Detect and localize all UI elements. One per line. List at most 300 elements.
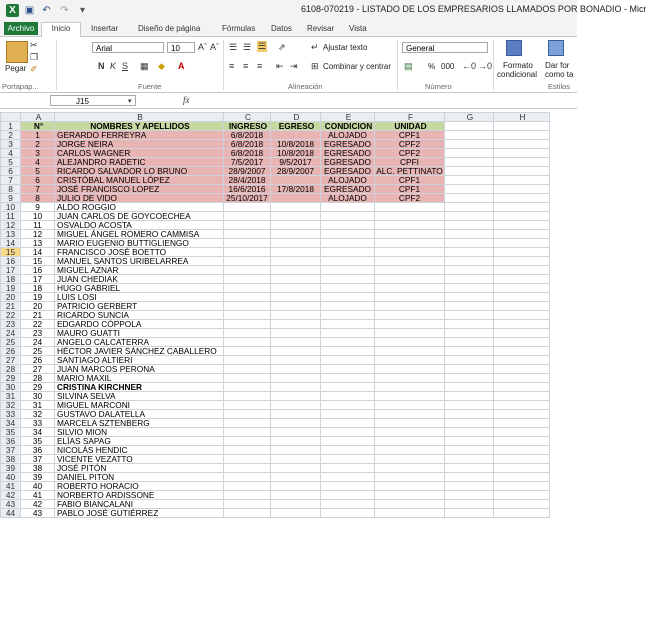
row-header[interactable]: 38: [1, 455, 21, 464]
cell-name[interactable]: SILVIO MION: [55, 428, 224, 437]
cell-condicion[interactable]: [321, 401, 375, 410]
cell-egreso[interactable]: [271, 509, 321, 518]
cell-number[interactable]: 39: [21, 473, 55, 482]
tab-archivo[interactable]: Archivo: [4, 22, 38, 35]
tab-datos[interactable]: Datos: [271, 24, 292, 33]
cell-name[interactable]: JUAN CARLOS DE GOYCOECHEA: [55, 212, 224, 221]
cell-egreso[interactable]: [271, 266, 321, 275]
paste-button[interactable]: Pegar: [5, 64, 27, 73]
row-header[interactable]: 26: [1, 347, 21, 356]
cell[interactable]: [445, 482, 494, 491]
cell-condicion[interactable]: [321, 365, 375, 374]
cell-number[interactable]: 43: [21, 509, 55, 518]
align-bottom-icon[interactable]: ☰: [258, 41, 267, 51]
cell-number[interactable]: 37: [21, 455, 55, 464]
cell-unidad[interactable]: [375, 239, 445, 248]
cell-condicion[interactable]: ALOJADO: [321, 194, 375, 203]
cell-unidad[interactable]: [375, 464, 445, 473]
cell[interactable]: [494, 185, 550, 194]
cell-number[interactable]: 17: [21, 275, 55, 284]
cell-number[interactable]: 20: [21, 302, 55, 311]
cell-number[interactable]: 35: [21, 437, 55, 446]
header-number[interactable]: N°: [21, 122, 55, 131]
cell[interactable]: [494, 446, 550, 455]
cell[interactable]: [445, 284, 494, 293]
row-header[interactable]: 5: [1, 158, 21, 167]
cell-egreso[interactable]: [271, 338, 321, 347]
cell-condicion[interactable]: [321, 257, 375, 266]
cell-number[interactable]: 38: [21, 464, 55, 473]
cell-ingreso[interactable]: [224, 365, 271, 374]
cell-egreso[interactable]: 10/8/2018: [271, 140, 321, 149]
cell[interactable]: [445, 500, 494, 509]
cell-unidad[interactable]: [375, 221, 445, 230]
copy-icon[interactable]: ❐: [30, 52, 39, 62]
row-header[interactable]: 1: [1, 122, 21, 131]
row-header[interactable]: 40: [1, 473, 21, 482]
row-header[interactable]: 4: [1, 149, 21, 158]
cell[interactable]: [445, 185, 494, 194]
cell-egreso[interactable]: 28/9/2007: [271, 167, 321, 176]
cell-number[interactable]: 7: [21, 185, 55, 194]
row-header[interactable]: 31: [1, 392, 21, 401]
cell-ingreso[interactable]: [224, 419, 271, 428]
cell-egreso[interactable]: [271, 365, 321, 374]
cell-condicion[interactable]: [321, 230, 375, 239]
cell-condicion[interactable]: [321, 302, 375, 311]
cell[interactable]: [494, 131, 550, 140]
header-name[interactable]: NOMBRES Y APELLIDOS: [55, 122, 224, 131]
column-header[interactable]: A: [21, 113, 55, 122]
cell-name[interactable]: DANIEL PITON: [55, 473, 224, 482]
cell-ingreso[interactable]: [224, 500, 271, 509]
cell-condicion[interactable]: [321, 374, 375, 383]
cell-name[interactable]: ROBERTO HORACIO: [55, 482, 224, 491]
cell-condicion[interactable]: EGRESADO: [321, 167, 375, 176]
quick-access-menu-icon[interactable]: ▾: [79, 5, 86, 16]
cell-condicion[interactable]: [321, 311, 375, 320]
cell-ingreso[interactable]: [224, 491, 271, 500]
cell-ingreso[interactable]: [224, 257, 271, 266]
cell-name[interactable]: JUAN MARCOS PERONA: [55, 365, 224, 374]
cell-egreso[interactable]: [271, 212, 321, 221]
cell-unidad[interactable]: [375, 365, 445, 374]
cell-name[interactable]: MANUEL SANTOS URIBELARREA: [55, 257, 224, 266]
cell-unidad[interactable]: [375, 428, 445, 437]
redo-icon[interactable]: ↷: [60, 5, 69, 16]
cell-ingreso[interactable]: [224, 284, 271, 293]
fill-color-icon[interactable]: ◆: [158, 61, 165, 71]
cell[interactable]: [445, 167, 494, 176]
cell-number[interactable]: 41: [21, 491, 55, 500]
cell[interactable]: [445, 410, 494, 419]
cell-condicion[interactable]: [321, 419, 375, 428]
cell-number[interactable]: 40: [21, 482, 55, 491]
cell-ingreso[interactable]: [224, 212, 271, 221]
thousands-button[interactable]: 000: [441, 62, 455, 71]
cell-egreso[interactable]: [271, 257, 321, 266]
cell-ingreso[interactable]: 28/9/2007: [224, 167, 271, 176]
cell[interactable]: [494, 347, 550, 356]
cell-name[interactable]: MIGUEL ÁNGEL ROMERO CAMMISA: [55, 230, 224, 239]
format-table-label-2[interactable]: como ta: [545, 70, 574, 79]
cell-name[interactable]: RICARDO SUNCIA: [55, 311, 224, 320]
cell-ingreso[interactable]: 28/4/2018: [224, 176, 271, 185]
cell-condicion[interactable]: [321, 455, 375, 464]
cell-name[interactable]: HÉCTOR JAVIER SÁNCHEZ CABALLERO: [55, 347, 224, 356]
conditional-format-label-2[interactable]: condicional: [497, 70, 538, 79]
cell[interactable]: [494, 266, 550, 275]
cell-unidad[interactable]: [375, 437, 445, 446]
cell-unidad[interactable]: [375, 302, 445, 311]
row-header[interactable]: 13: [1, 230, 21, 239]
merge-center-icon[interactable]: ⊞: [311, 61, 319, 71]
cell-condicion[interactable]: [321, 491, 375, 500]
cell-condicion[interactable]: [321, 248, 375, 257]
align-center-icon[interactable]: ≡: [243, 61, 249, 71]
cell[interactable]: [445, 239, 494, 248]
row-header[interactable]: 29: [1, 374, 21, 383]
cell[interactable]: [494, 140, 550, 149]
increase-decimal-icon[interactable]: ←0: [462, 61, 477, 71]
name-box-dropdown-icon[interactable]: ▾: [128, 98, 132, 105]
row-header[interactable]: 7: [1, 176, 21, 185]
cell[interactable]: [445, 176, 494, 185]
cell-ingreso[interactable]: [224, 473, 271, 482]
cell[interactable]: [445, 428, 494, 437]
cell-number[interactable]: 9: [21, 203, 55, 212]
wrap-text-button[interactable]: Ajustar texto: [323, 43, 368, 52]
cell-egreso[interactable]: [271, 248, 321, 257]
borders-icon[interactable]: ▦: [140, 61, 149, 71]
cell-number[interactable]: 3: [21, 149, 55, 158]
accounting-format-icon[interactable]: ▤: [404, 61, 413, 71]
cell[interactable]: [494, 464, 550, 473]
row-header[interactable]: 12: [1, 221, 21, 230]
cell-name[interactable]: JUAN CHEDIAK: [55, 275, 224, 284]
cell-name[interactable]: FRANCISCO JOSÉ BOETTO: [55, 248, 224, 257]
cell-number[interactable]: 8: [21, 194, 55, 203]
row-header[interactable]: 39: [1, 464, 21, 473]
cell-condicion[interactable]: [321, 410, 375, 419]
cell[interactable]: [445, 158, 494, 167]
cell-number[interactable]: 22: [21, 320, 55, 329]
cell-unidad[interactable]: [375, 455, 445, 464]
cell-name[interactable]: MIGUEL MARCONI: [55, 401, 224, 410]
cell-unidad[interactable]: [375, 248, 445, 257]
cell-egreso[interactable]: [271, 311, 321, 320]
cell-name[interactable]: LUIS LOSI: [55, 293, 224, 302]
cell-egreso[interactable]: [271, 392, 321, 401]
tab-formulas[interactable]: Fórmulas: [222, 24, 256, 33]
cell-unidad[interactable]: [375, 419, 445, 428]
cell-ingreso[interactable]: 7/5/2017: [224, 158, 271, 167]
column-header[interactable]: C: [224, 113, 271, 122]
cell-ingreso[interactable]: [224, 302, 271, 311]
cell[interactable]: [445, 122, 494, 131]
cell-ingreso[interactable]: [224, 464, 271, 473]
cell-name[interactable]: MIGUEL AZNAR: [55, 266, 224, 275]
cut-icon[interactable]: ✂: [30, 40, 38, 50]
cell[interactable]: [445, 221, 494, 230]
cell-ingreso[interactable]: [224, 446, 271, 455]
row-header[interactable]: 10: [1, 203, 21, 212]
cell-egreso[interactable]: [271, 275, 321, 284]
cell[interactable]: [494, 410, 550, 419]
cell-name[interactable]: ANGELO CALCATERRA: [55, 338, 224, 347]
cell-condicion[interactable]: [321, 473, 375, 482]
cell[interactable]: [494, 149, 550, 158]
cell[interactable]: [445, 401, 494, 410]
cell-name[interactable]: JORGE NEIRA: [55, 140, 224, 149]
cell-egreso[interactable]: [271, 428, 321, 437]
cell[interactable]: [445, 131, 494, 140]
tab-vista[interactable]: Vista: [349, 24, 367, 33]
row-header[interactable]: 35: [1, 428, 21, 437]
cell[interactable]: [445, 275, 494, 284]
format-table-label-1[interactable]: Dar for: [545, 61, 570, 70]
cell-condicion[interactable]: [321, 347, 375, 356]
cell-egreso[interactable]: [271, 320, 321, 329]
cell-name[interactable]: NICOLÁS HENDIC: [55, 446, 224, 455]
cell[interactable]: [494, 437, 550, 446]
cell-number[interactable]: 14: [21, 248, 55, 257]
cell-number[interactable]: 13: [21, 239, 55, 248]
cell-egreso[interactable]: [271, 491, 321, 500]
cell[interactable]: [445, 329, 494, 338]
cell[interactable]: [445, 446, 494, 455]
cell-ingreso[interactable]: [224, 374, 271, 383]
cell[interactable]: [494, 311, 550, 320]
cell-unidad[interactable]: [375, 275, 445, 284]
cell-unidad[interactable]: [375, 230, 445, 239]
cell-egreso[interactable]: [271, 374, 321, 383]
cell-egreso[interactable]: [271, 473, 321, 482]
row-header[interactable]: 2: [1, 131, 21, 140]
cell-name[interactable]: HUGO GABRIEL: [55, 284, 224, 293]
cell-egreso[interactable]: 10/8/2018: [271, 149, 321, 158]
cell-name[interactable]: CRISTÓBAL MANUEL LÓPEZ: [55, 176, 224, 185]
cell-ingreso[interactable]: [224, 266, 271, 275]
row-header[interactable]: 20: [1, 293, 21, 302]
row-header[interactable]: 28: [1, 365, 21, 374]
cell[interactable]: [445, 473, 494, 482]
cell[interactable]: [494, 203, 550, 212]
column-header[interactable]: B: [55, 113, 224, 122]
underline-icon[interactable]: S: [122, 61, 129, 71]
cell-name[interactable]: MARCELA SZTENBERG: [55, 419, 224, 428]
cell-ingreso[interactable]: 6/8/2018: [224, 131, 271, 140]
cell[interactable]: [445, 419, 494, 428]
row-header[interactable]: 33: [1, 410, 21, 419]
cell-name[interactable]: CRISTINA KIRCHNER: [55, 383, 224, 392]
italic-icon[interactable]: K: [110, 61, 117, 71]
cell-egreso[interactable]: [271, 203, 321, 212]
cell[interactable]: [445, 257, 494, 266]
cell-ingreso[interactable]: [224, 347, 271, 356]
cell-ingreso[interactable]: [224, 392, 271, 401]
cell-ingreso[interactable]: [224, 356, 271, 365]
cell-ingreso[interactable]: [224, 239, 271, 248]
cell[interactable]: [494, 500, 550, 509]
row-header[interactable]: 8: [1, 185, 21, 194]
cell[interactable]: [494, 392, 550, 401]
row-header[interactable]: 19: [1, 284, 21, 293]
cell-unidad[interactable]: [375, 212, 445, 221]
format-as-table-icon[interactable]: [548, 40, 564, 56]
align-top-icon[interactable]: ☰: [229, 42, 238, 52]
cell-condicion[interactable]: [321, 266, 375, 275]
cell-number[interactable]: 11: [21, 221, 55, 230]
cell-number[interactable]: 12: [21, 230, 55, 239]
cell-egreso[interactable]: [271, 347, 321, 356]
cell[interactable]: [494, 212, 550, 221]
cell[interactable]: [494, 455, 550, 464]
row-header[interactable]: 24: [1, 329, 21, 338]
cell-name[interactable]: FABIO BIANCALANI: [55, 500, 224, 509]
cell-unidad[interactable]: [375, 401, 445, 410]
cell-number[interactable]: 5: [21, 167, 55, 176]
cell-condicion[interactable]: EGRESADO: [321, 158, 375, 167]
cell-unidad[interactable]: CPF1: [375, 185, 445, 194]
row-header[interactable]: 6: [1, 167, 21, 176]
cell-egreso[interactable]: [271, 401, 321, 410]
decrease-indent-icon[interactable]: ⇤: [276, 61, 284, 71]
cell[interactable]: [445, 230, 494, 239]
cell-condicion[interactable]: [321, 428, 375, 437]
cell[interactable]: [445, 347, 494, 356]
cell-condicion[interactable]: [321, 437, 375, 446]
format-painter-icon[interactable]: ✐: [30, 64, 38, 74]
font-name-box[interactable]: Arial: [92, 42, 164, 53]
cell[interactable]: [494, 302, 550, 311]
cell[interactable]: [494, 383, 550, 392]
row-header[interactable]: 16: [1, 257, 21, 266]
cell-ingreso[interactable]: [224, 230, 271, 239]
cell-ingreso[interactable]: [224, 437, 271, 446]
cell-name[interactable]: MARIO MAXIL: [55, 374, 224, 383]
cell-unidad[interactable]: CPF2: [375, 149, 445, 158]
cell-condicion[interactable]: [321, 239, 375, 248]
cell[interactable]: [445, 356, 494, 365]
cell-name[interactable]: GERARDO FERREYRA: [55, 131, 224, 140]
cell-number[interactable]: 18: [21, 284, 55, 293]
cell-egreso[interactable]: [271, 419, 321, 428]
row-header[interactable]: 43: [1, 500, 21, 509]
cell-name[interactable]: JOSÉ PITÓN: [55, 464, 224, 473]
tab-insertar[interactable]: Insertar: [91, 24, 119, 33]
cell-condicion[interactable]: [321, 446, 375, 455]
cell[interactable]: [445, 203, 494, 212]
cell-condicion[interactable]: EGRESADO: [321, 149, 375, 158]
cell[interactable]: [445, 302, 494, 311]
cell[interactable]: [445, 383, 494, 392]
cell-unidad[interactable]: [375, 266, 445, 275]
cell-ingreso[interactable]: [224, 275, 271, 284]
cell-condicion[interactable]: EGRESADO: [321, 140, 375, 149]
cell-egreso[interactable]: [271, 500, 321, 509]
cell-condicion[interactable]: [321, 284, 375, 293]
cell-condicion[interactable]: [321, 464, 375, 473]
name-box[interactable]: J15: [50, 95, 136, 106]
cell-condicion[interactable]: [321, 203, 375, 212]
cell-condicion[interactable]: ALOJADO: [321, 131, 375, 140]
cell-number[interactable]: 19: [21, 293, 55, 302]
cell-unidad[interactable]: [375, 293, 445, 302]
cell-number[interactable]: 15: [21, 257, 55, 266]
cell-name[interactable]: NORBERTO ARDISSONE: [55, 491, 224, 500]
cell[interactable]: [445, 464, 494, 473]
cell-condicion[interactable]: [321, 356, 375, 365]
cell[interactable]: [445, 392, 494, 401]
row-header[interactable]: 44: [1, 509, 21, 518]
cell-condicion[interactable]: [321, 329, 375, 338]
cell-unidad[interactable]: [375, 500, 445, 509]
cell-name[interactable]: PATRICIO GERBERT: [55, 302, 224, 311]
cell-unidad[interactable]: [375, 329, 445, 338]
cell-number[interactable]: 30: [21, 392, 55, 401]
cell-condicion[interactable]: EGRESADO: [321, 185, 375, 194]
cell-unidad[interactable]: [375, 203, 445, 212]
cell-ingreso[interactable]: [224, 383, 271, 392]
cell[interactable]: [494, 320, 550, 329]
cell-number[interactable]: 32: [21, 410, 55, 419]
align-middle-icon[interactable]: ☰: [243, 42, 252, 52]
conditional-format-label-1[interactable]: Formato: [503, 61, 533, 70]
cell-egreso[interactable]: [271, 446, 321, 455]
cell-unidad[interactable]: [375, 374, 445, 383]
cell[interactable]: [445, 509, 494, 518]
column-header[interactable]: E: [321, 113, 375, 122]
cell-ingreso[interactable]: [224, 311, 271, 320]
cell[interactable]: [494, 293, 550, 302]
cell[interactable]: [494, 329, 550, 338]
cell[interactable]: [494, 122, 550, 131]
row-header[interactable]: 21: [1, 302, 21, 311]
cell-ingreso[interactable]: [224, 221, 271, 230]
row-header[interactable]: 18: [1, 275, 21, 284]
row-header[interactable]: 27: [1, 356, 21, 365]
cell-unidad[interactable]: [375, 284, 445, 293]
cell-unidad[interactable]: ALC. PETTINATO: [376, 166, 443, 176]
cell-number[interactable]: 2: [21, 140, 55, 149]
cell[interactable]: [445, 194, 494, 203]
row-header[interactable]: 17: [1, 266, 21, 275]
cell-number[interactable]: 10: [21, 212, 55, 221]
cell-unidad[interactable]: [375, 320, 445, 329]
cell[interactable]: [494, 509, 550, 518]
cell-egreso[interactable]: [271, 464, 321, 473]
header-egreso[interactable]: EGRESO: [271, 122, 321, 131]
cell-egreso[interactable]: [271, 437, 321, 446]
cell-unidad[interactable]: [375, 347, 445, 356]
cell-name[interactable]: RICARDO SALVADOR LO BRUNO: [55, 167, 224, 176]
tab-inicio[interactable]: Inicio: [41, 22, 81, 37]
cell-unidad[interactable]: [375, 392, 445, 401]
cell-name[interactable]: JULIO DE VIDO: [55, 194, 224, 203]
cell-number[interactable]: 27: [21, 365, 55, 374]
cell[interactable]: [494, 473, 550, 482]
cell-condicion[interactable]: [321, 212, 375, 221]
row-header[interactable]: 11: [1, 212, 21, 221]
cell[interactable]: [445, 374, 494, 383]
cell[interactable]: [445, 140, 494, 149]
cell-egreso[interactable]: 17/8/2018: [271, 185, 321, 194]
number-format-box[interactable]: General: [402, 42, 488, 53]
cell[interactable]: [445, 437, 494, 446]
cell[interactable]: [494, 176, 550, 185]
row-header[interactable]: 41: [1, 482, 21, 491]
